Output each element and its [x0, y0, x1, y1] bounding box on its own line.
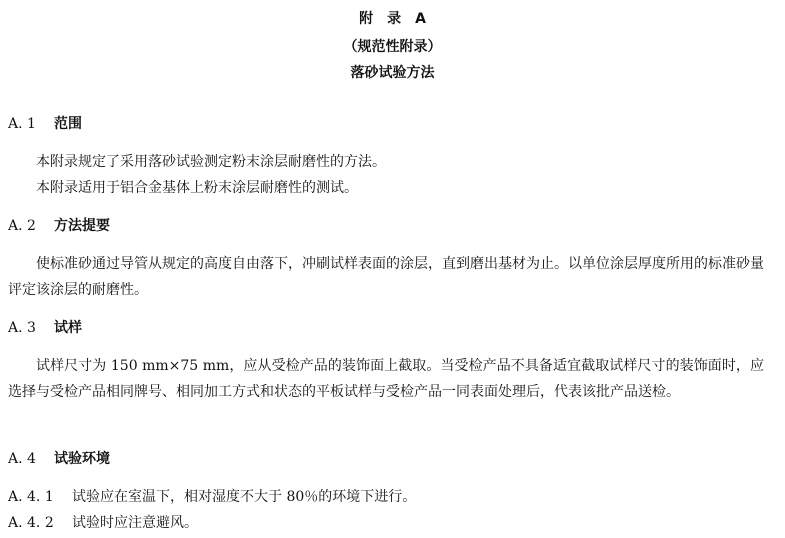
- clause-text: 试验时应注意避风。: [72, 515, 198, 531]
- clause-a4-1: [8, 487, 416, 507]
- section-a3-paragraph: 试样尺寸为 150 mm×75 mm，应从受检产品的装饰面上截取。当受检产品不具备适宜截取试样尺寸的装饰面时，应选择与受检产品相同牌号、相同加工方式和状态的平板试样与受检产品一同表面处理后，代表该批产品送检。: [8, 358, 764, 400]
- section-heading-a4: [8, 449, 110, 469]
- section-number: A. 1: [8, 116, 36, 132]
- clause-text: 试验应在室温下，相对湿度不大于 80％的环境下进行。: [72, 489, 417, 505]
- clause-number: A. 4. 1: [8, 489, 54, 505]
- section-number: A. 4: [8, 451, 36, 467]
- section-title: 范围: [54, 116, 82, 132]
- section-title: 试样: [54, 320, 82, 336]
- clause-number: A. 4. 2: [8, 515, 54, 531]
- section-heading-a1: [8, 114, 82, 134]
- section-title: 方法提要: [54, 218, 110, 234]
- section-number: A. 3: [8, 320, 36, 336]
- section-a1-line-1: 本附录规定了采用落砂试验测定粉末涂层耐磨性的方法。: [36, 154, 386, 170]
- appendix-title: 落砂试验方法: [350, 65, 435, 81]
- appendix-label: 附 录 A: [359, 11, 426, 27]
- section-a1-line-2: 本附录适用于铝合金基体上粉末涂层耐磨性的测试。: [36, 180, 358, 196]
- section-title: 试验环境: [54, 451, 110, 467]
- clause-a4-2: [8, 513, 198, 533]
- appendix-nature: （规范性附录）: [343, 39, 442, 55]
- section-heading-a3: [8, 318, 82, 338]
- section-heading-a2: [8, 216, 110, 236]
- section-number: A. 2: [8, 218, 36, 234]
- section-a2-paragraph: 使标准砂通过导管从规定的高度自由落下，冲刷试样表面的涂层，直到磨出基材为止。以单位涂层厚度所用的标准砂量评定该涂层的耐磨性。: [8, 256, 764, 298]
